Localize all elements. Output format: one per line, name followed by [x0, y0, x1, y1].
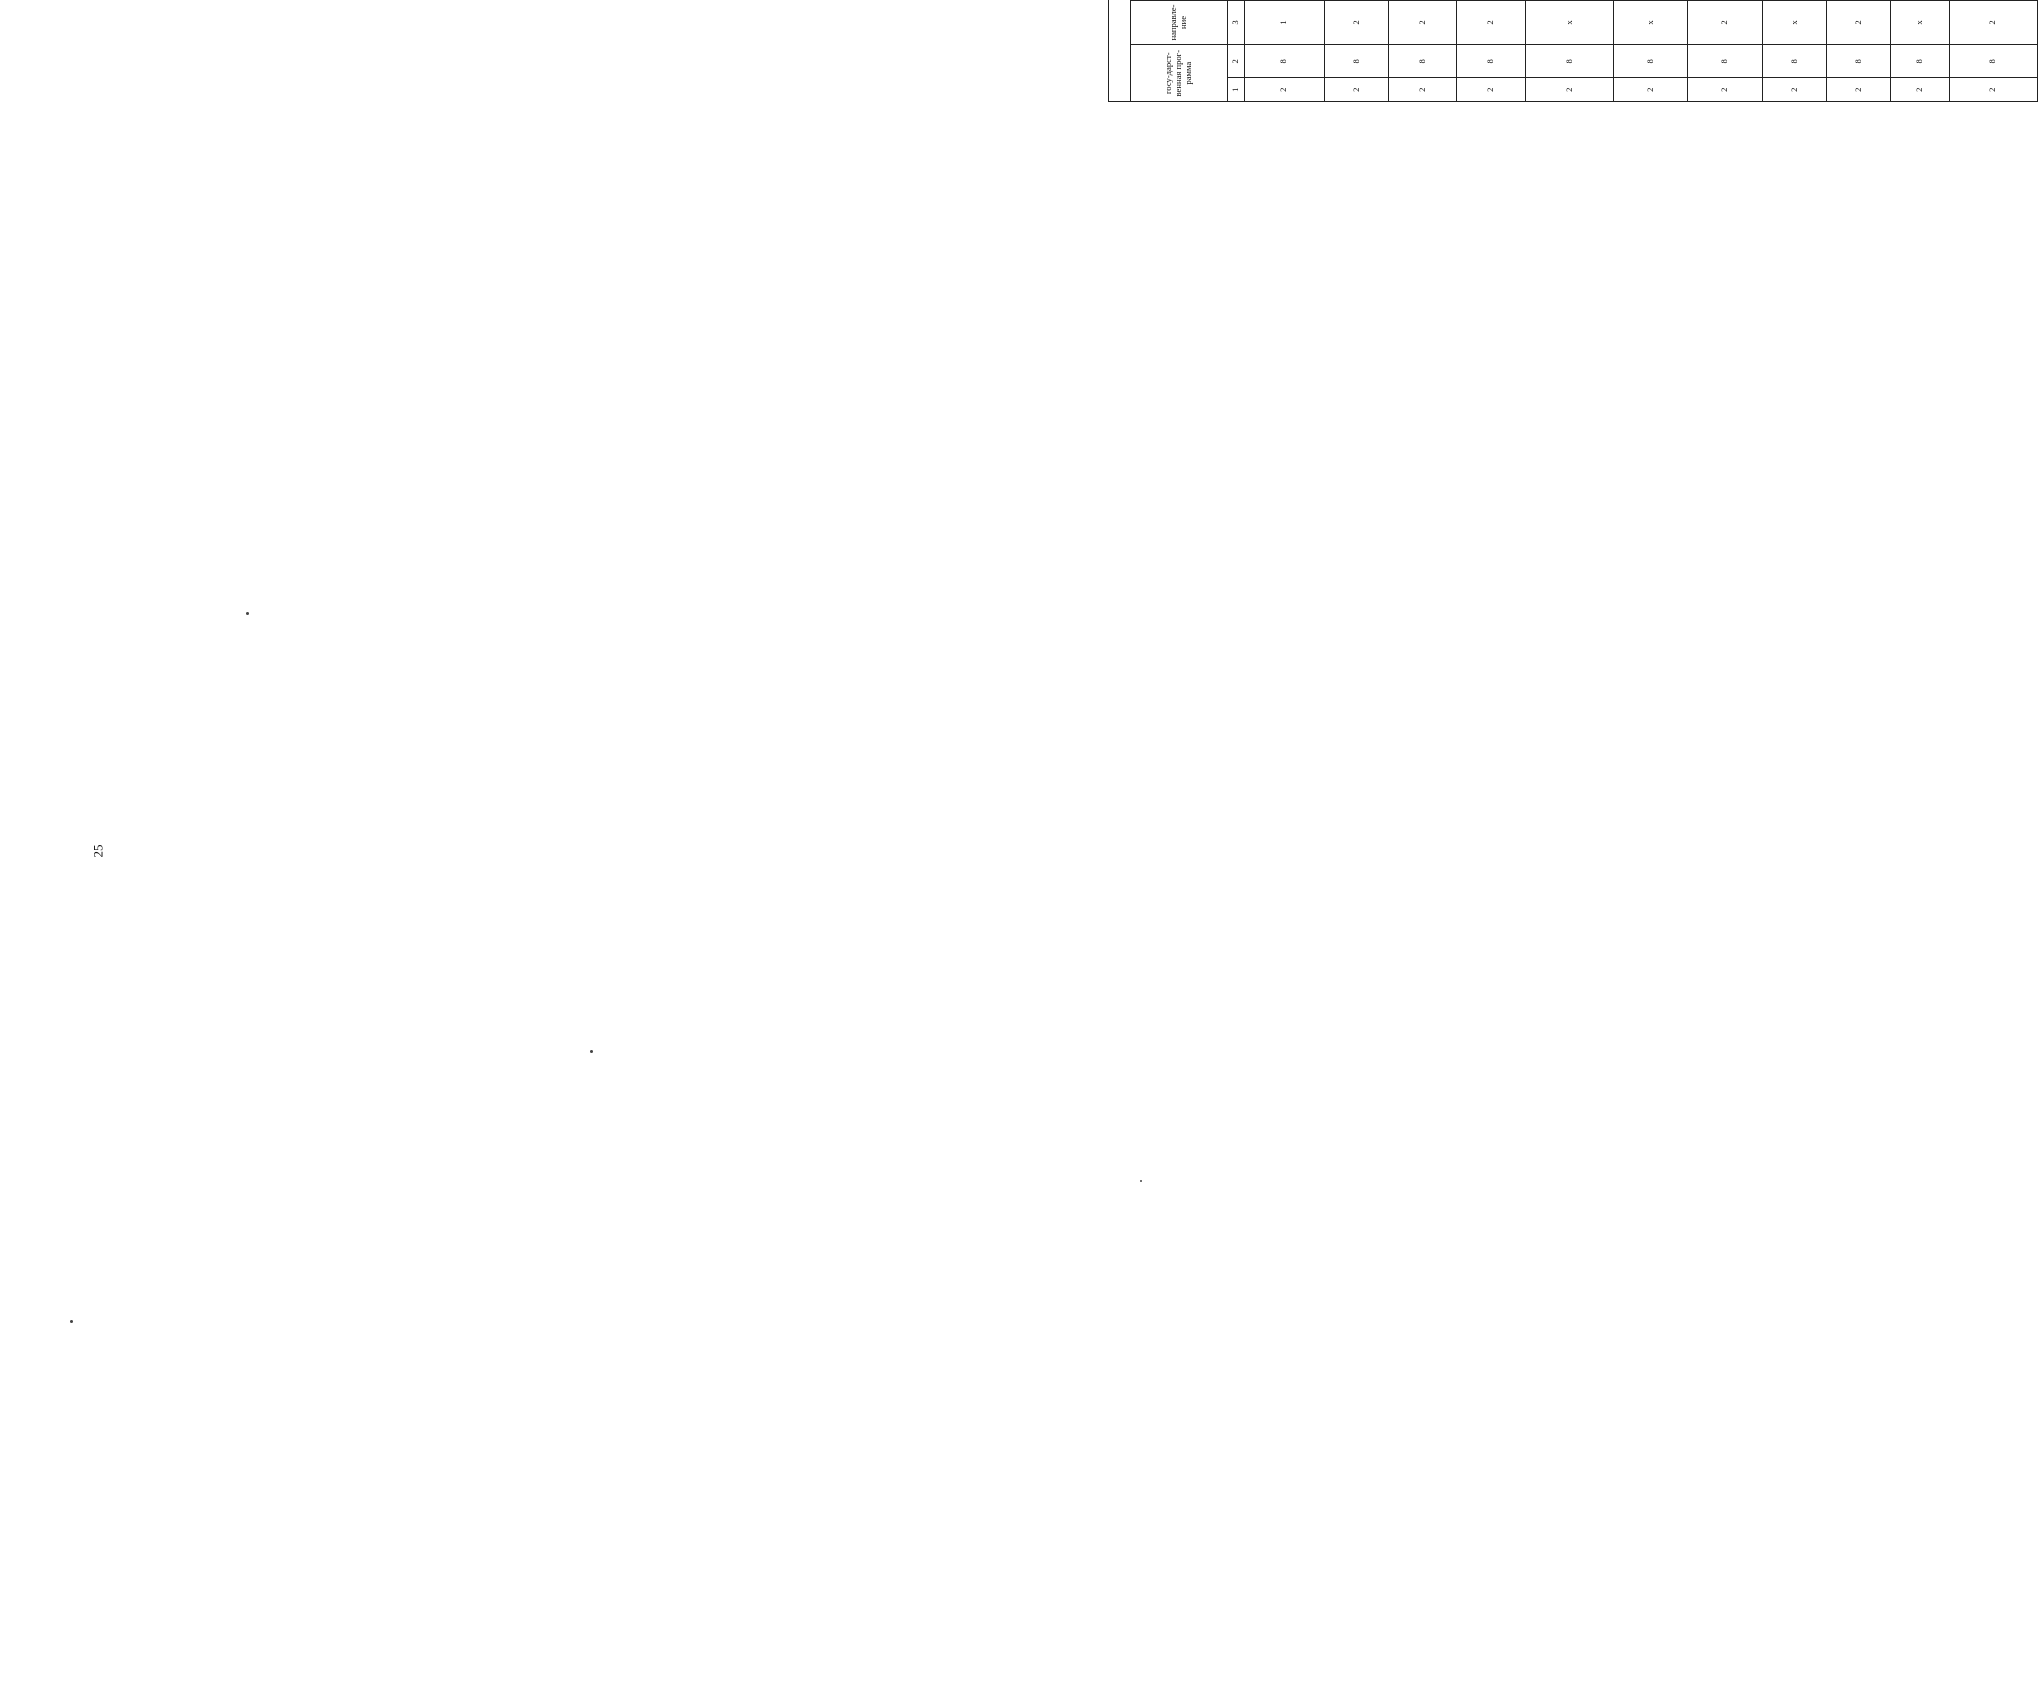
- scan-speck: [70, 1320, 73, 1323]
- code-cell: 2: [1324, 0, 1388, 45]
- code-cell: 8: [1949, 45, 2037, 78]
- header-dak: [1109, 0, 1131, 102]
- code-cell: 8: [1389, 45, 1457, 78]
- program-table: [1108, 0, 2038, 102]
- table-row: [1525, 0, 1613, 102]
- code-cell: 2: [1762, 78, 1826, 102]
- code-cell: 8: [1525, 45, 1613, 78]
- header-napr: направле-ние: [1131, 0, 1227, 45]
- code-cell: 8: [1688, 45, 1762, 78]
- code-cell: 2: [1457, 78, 1525, 102]
- code-cell: 2: [1324, 78, 1388, 102]
- code-cell: 2: [1457, 0, 1525, 45]
- column-numbers-row: [1227, 0, 1244, 102]
- code-cell: 8: [1457, 45, 1525, 78]
- table-row: [1457, 0, 1525, 102]
- scan-speck: [246, 612, 249, 615]
- rotated-table-container: [1108, 0, 2038, 102]
- code-cell: 2: [1827, 78, 1891, 102]
- code-cell: [1762, 0, 1826, 45]
- code-cell: 2: [1614, 78, 1688, 102]
- code-cell: х: [1614, 0, 1688, 45]
- code-cell: [1891, 0, 1949, 45]
- column-number: 1: [1227, 78, 1244, 102]
- table-row: [1827, 0, 1891, 102]
- table-row: [1891, 0, 1949, 102]
- column-number: 3: [1227, 0, 1244, 45]
- code-cell: 8: [1614, 45, 1688, 78]
- code-cell: 2: [1389, 0, 1457, 45]
- code-cell: 8: [1891, 45, 1949, 78]
- table-row: [1688, 0, 1762, 102]
- column-number: 2: [1227, 45, 1244, 78]
- code-cell: 1: [1244, 0, 1324, 45]
- code-cell: 2: [1891, 78, 1949, 102]
- table-row: [1614, 0, 1688, 102]
- code-cell: 2: [1949, 0, 2037, 45]
- header-gp: госу-дарст-венная прог-рамма: [1131, 45, 1227, 102]
- code-cell: 2: [1525, 78, 1613, 102]
- page-number: 25: [90, 844, 106, 858]
- code-cell: 2: [1688, 78, 1762, 102]
- table-row: [1389, 0, 1457, 102]
- table-row: [1244, 0, 1324, 102]
- code-cell: 8: [1762, 45, 1826, 78]
- code-cell: 8: [1244, 45, 1324, 78]
- code-cell: 8: [1324, 45, 1388, 78]
- code-cell: 2: [1827, 0, 1891, 45]
- code-cell: 2: [1949, 78, 2037, 102]
- code-cell: 2: [1688, 0, 1762, 45]
- table-row: [1949, 0, 2037, 102]
- table-row: [1762, 0, 1826, 102]
- code-cell: 8: [1827, 45, 1891, 78]
- code-cell: 2: [1244, 78, 1324, 102]
- code-cell: [1525, 0, 1613, 45]
- scan-speck: [1140, 1180, 1142, 1182]
- scan-speck: [590, 1050, 593, 1053]
- code-cell: 2: [1389, 78, 1457, 102]
- table-row: [1324, 0, 1388, 102]
